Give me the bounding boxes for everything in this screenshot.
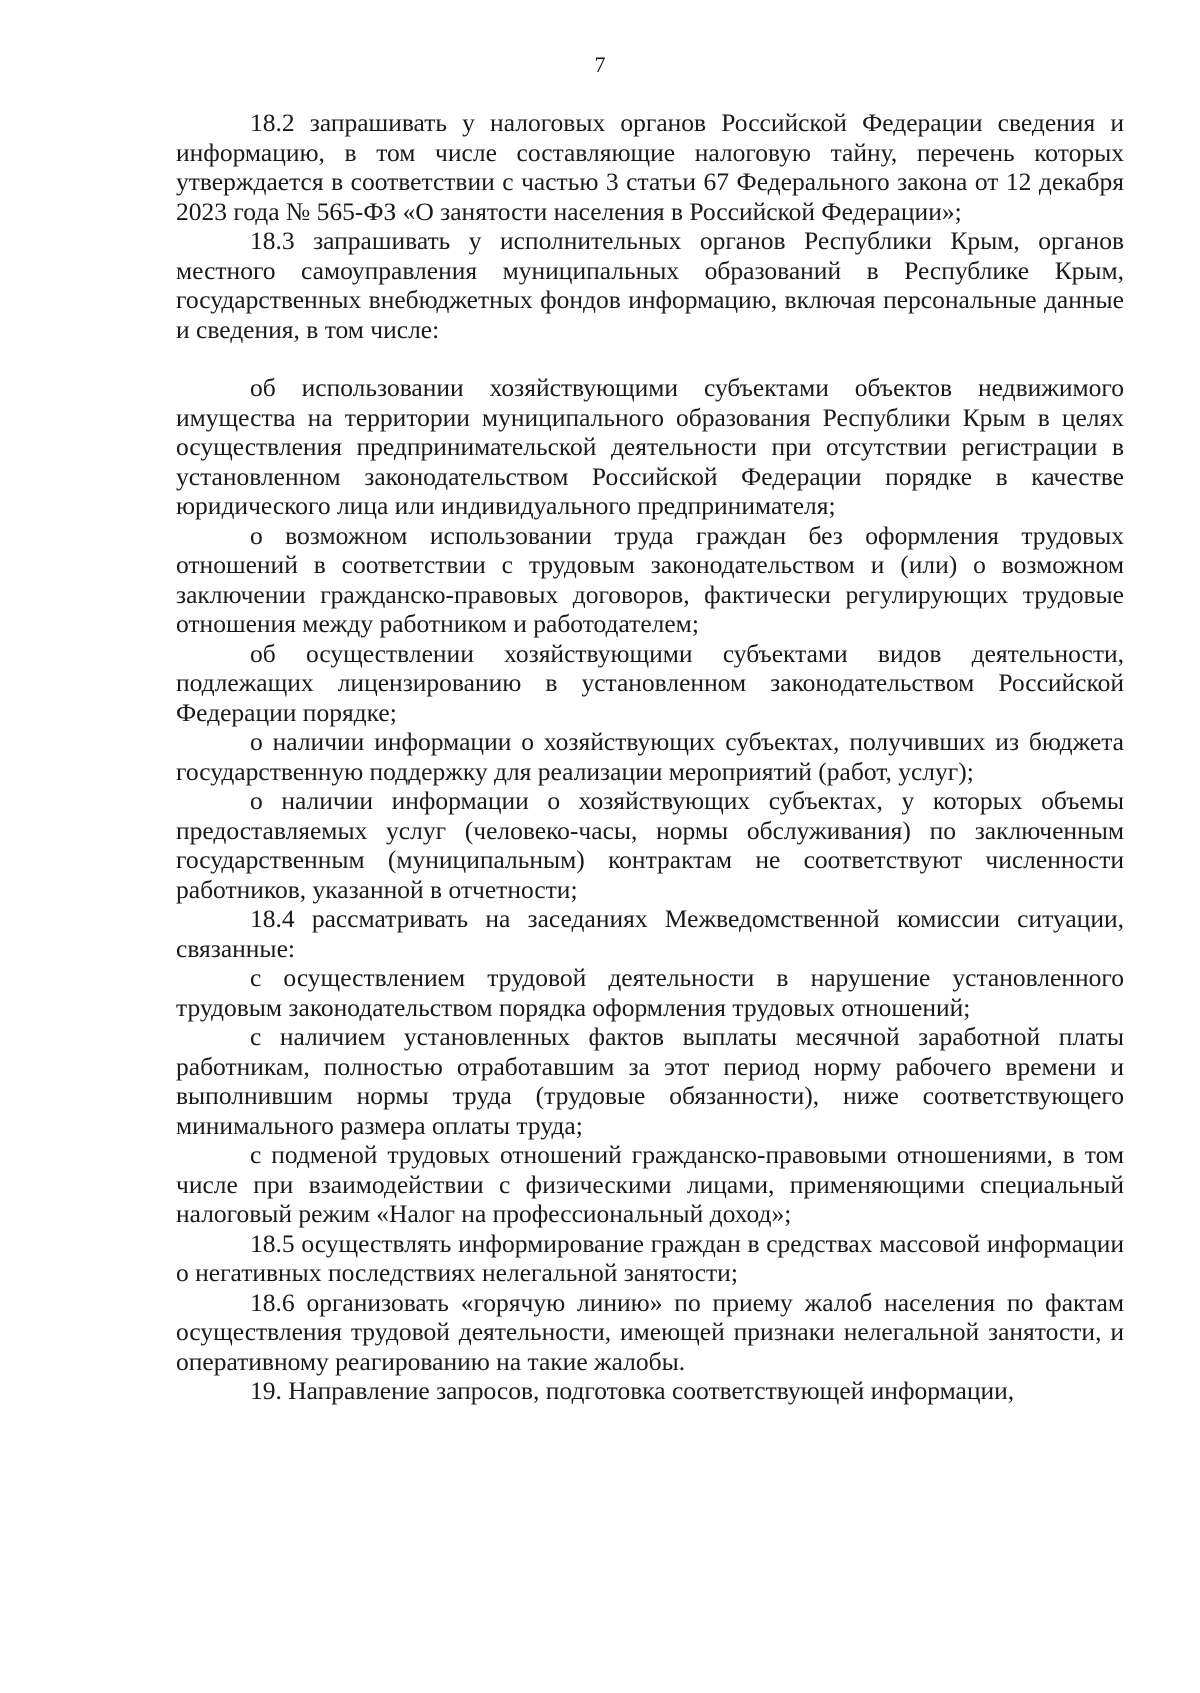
paragraph-18-3-item-licensing: об осуществлении хозяйствующими субъектами видов деятельности, подлежащих лицензированию в установленном законодательством Российской Федерации порядке; [176, 638, 1124, 727]
paragraph-18-4-item-wages: с наличием установленных фактов выплаты месячной заработной платы работникам, полностью отработавшим за этот период норму рабочего времени и выполнившим нормы труда (трудовые обязанности), ниже соответствующего минимального размера оплаты труда; [176, 1022, 1124, 1140]
paragraph-18-4-item-violation: с осуществлением трудовой деятельности в нарушение установленного трудовым законодательством порядка оформления трудовых отношений; [176, 963, 1124, 1022]
paragraph-18-3: 18.3 запрашивать у исполнительных органов Республики Крым, органов местного самоуправления муниципальных образований в Республике Крым, государственных внебюджетных фондов информацию, включая персональные данные и сведения, в том числе: [176, 226, 1124, 344]
paragraph-18-2: 18.2 запрашивать у налоговых органов Российской Федерации сведения и информацию, в том числе составляющие налоговую тайну, перечень которых утверждается в соответствии с частью 3 статьи 67 Федерального закона от 12 декабря 2023 года № 565-ФЗ «О занятости населения в Российской Федерации»; [176, 108, 1124, 226]
paragraph-18-4-item-substitution: с подменой трудовых отношений гражданско-правовыми отношениями, в том числе при взаимодействии с физическими лицами, применяющими специальный налоговый режим «Налог на профессиональный доход»; [176, 1140, 1124, 1228]
paragraph-18-3-item-contracts: о наличии информации о хозяйствующих субъектах, у которых объемы предоставляемых услуг (человеко-часы, нормы обслуживания) по заключенным государственным (муниципальным) контрактам не соответствуют численности работников, указанной в отчетности; [176, 786, 1124, 904]
paragraph-18-3-item-state-support: о наличии информации о хозяйствующих субъектах, получивших из бюджета государственную поддержку для реализации мероприятий (работ, услуг); [176, 727, 1124, 786]
document-body [176, 108, 1124, 1406]
paragraph-18-4: 18.4 рассматривать на заседаниях Межведомственной комиссии ситуации, связанные: [176, 904, 1124, 963]
paragraph-18-6: 18.6 организовать «горячую линию» по приему жалоб населения по фактам осуществления трудовой деятельности, имеющей признаки нелегальной занятости, и оперативному реагированию на такие жалобы. [176, 1287, 1124, 1376]
paragraph-18-5: 18.5 осуществлять информирование граждан в средствах массовой информации о негативных последствиях нелегальной занятости; [176, 1228, 1124, 1287]
paragraph-19: 19. Направление запросов, подготовка соответствующей информации, [250, 1376, 1015, 1405]
page-number: 7 [594, 52, 606, 77]
paragraph-18-3-item-real-estate: об использовании хозяйствующими субъектами объектов недвижимого имущества на территории муниципального образования Республики Крым в целях осуществления предпринимательской деятельности при отсутствии регистрации в установленном законодательством Российской Федерации порядке в качестве юридического лица или индивидуального предпринимателя; [176, 373, 1124, 520]
paragraph-18-3-item-labor: о возможном использовании труда граждан без оформления трудовых отношений в соответствии с трудовым законодательством и (или) о возможном заключении гражданско-правовых договоров, фактически регулирующих трудовые отношения между работником и работодателем; [176, 520, 1124, 638]
